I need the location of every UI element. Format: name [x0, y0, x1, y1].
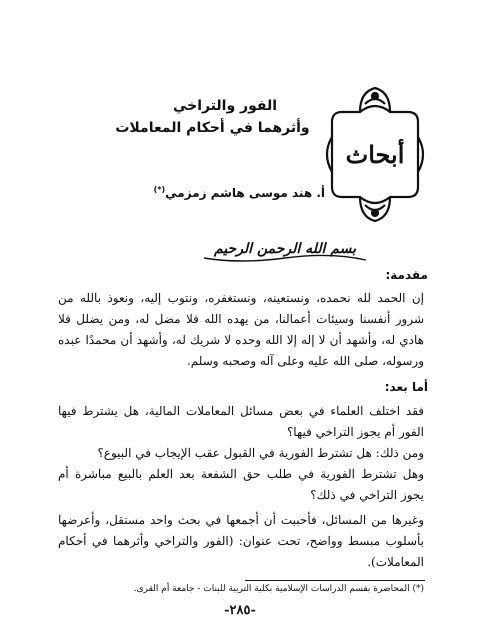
footnote-marker: (*)	[153, 185, 166, 194]
author-name	[140, 185, 325, 200]
author-text: أ. هند موسى هاشم زمزمي	[165, 186, 325, 200]
intro-paragraph: إن الحمد لله نحمده، ونستعينه، ونستغفره، ونتوب إليه، ونعوذ بالله من شرور أنفسنا وسيئات أعمالنا، من يهده الله فلا مضل له، ومن يضلل فلا هادي له، وأشهد أن لا إله إلا الله وحده لا شريك له، وأشهد أن محمدًا عبده ورسوله، صلى الله عليه وعلى آله وصحبه وسلم.	[58, 291, 424, 368]
footnote-divider	[245, 580, 425, 581]
ornament-label: أبحاث	[345, 140, 405, 169]
article-title-line-1: الفور والتراخي	[172, 98, 278, 114]
paragraph-2: ومن ذلك: هل تشترط الفورية في القبول عقب الإيجاب في البيوع؟	[97, 446, 424, 460]
article-title-line-2: وأثرهما في أحكام المعاملات	[115, 120, 310, 136]
basmala-text: بسم الله الرحمن الرحيم	[214, 241, 356, 257]
after-heading: أما بعد:	[384, 380, 428, 394]
intro-heading: مقدمة:	[385, 268, 428, 282]
paragraph-1: فقد اختلف العلماء في بعض مسائل المعاملات المالية، هل يشترط فيها الفور أم يجوز التراخي فيها؟	[58, 404, 424, 439]
page-number: -٢٨٥-	[224, 603, 256, 618]
paragraph-4: وغيرها من المسائل، فأحببت أن أجمعها في بحث واحد مستقل، وأعرضها بأسلوب مبسط وواضح، تحت عنوان: (الفور والتراخي وأثرهما في أحكام المعاملات).	[58, 513, 424, 569]
footnote: (*) المحاضرة بقسم الدراسات الإسلامية بكلية التربية للبنات - جامعة أم القرى.	[133, 584, 424, 594]
paragraph-3: وهل تشترط الفورية في طلب حق الشفعة بعد العلم بالبيع مباشرة أم يجوز التراخي في ذلك؟	[58, 467, 424, 502]
